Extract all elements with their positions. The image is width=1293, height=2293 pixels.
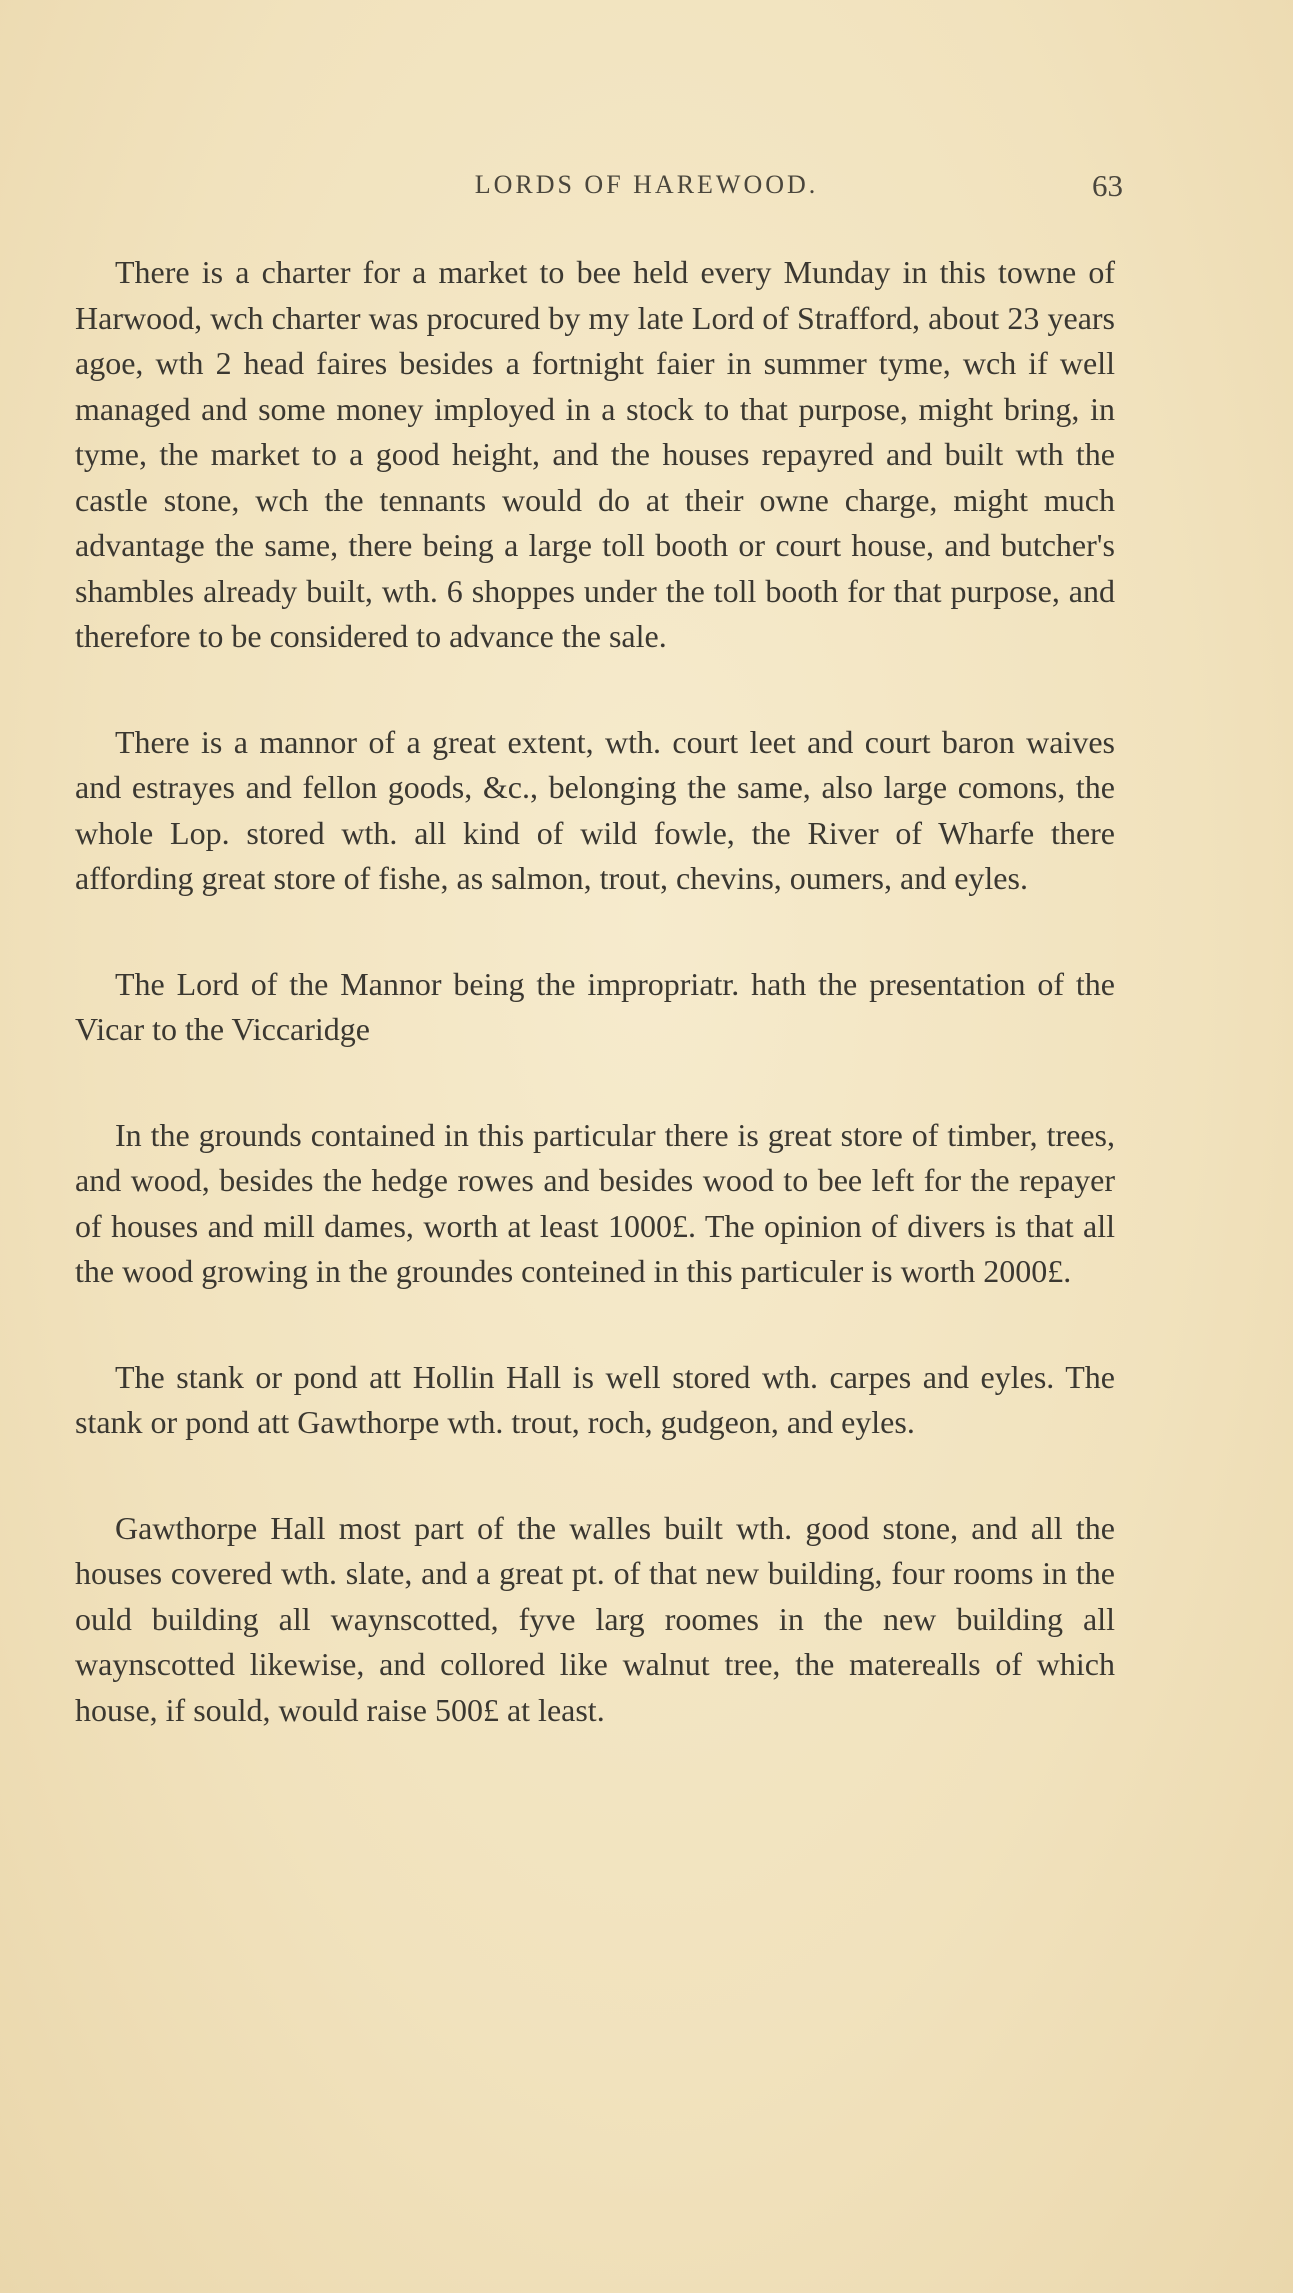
paragraph-market-charter: There is a charter for a market to bee held every Munday in this towne of Harwood, wch charter was procured by my late Lord of Strafford, about 23 years agoe, wth 2 head faires besides a fortnight faier in summer tyme, wch if well managed and some money imployed in a stock to that purpose, might bring, in tyme, the market to a good height, and the houses repayred and built wth the castle stone, wch the tennants would do at their owne charge, might much advantage the same, there being a large toll booth or court house, and butcher's shambles already built, wth. 6 shoppes under the toll booth for that purpose, and therefore to be considered to advance the sale. [75, 254, 1115, 654]
paragraph-stank: The stank or pond att Hollin Hall is well stored wth. carpes and eyles. The stank or pond att Gawthorpe wth. trout, roch, gudgeon, and eyles. [75, 1358, 1115, 1440]
page-number: 63 [1092, 168, 1123, 203]
paragraph-gawthorpe-hall: Gawthorpe Hall most part of the walles built wth. good stone, and all the houses covered wth. slate, and a great pt. of that new building, four rooms in the ould building all waynscotted, fyve larg roomes in the new building all waynscotted likewise, and collored like walnut tree, the materealls of which house, if sould, would raise 500£ at least. [75, 1509, 1115, 1728]
body-text [75, 250, 1115, 1733]
running-head [0, 170, 1293, 210]
paragraph-mannor: There is a mannor of a great extent, wth. court leet and court baron waives and estrayes and fellon goods, &c., belonging the same, also large comons, the whole Lop. stored wth. all kind of wild fowle, the River of Wharfe there affording great store of fishe, as salmon, trout, chevins, oumers, and eyles. [75, 723, 1115, 896]
paragraph-timber: In the grounds contained in this particular there is great store of timber, trees, and wood, besides the hedge rowes and besides wood to bee left for the repayer of houses and mill dames, worth at least 1000£. The opinion of divers is that all the wood growing in the groundes conteined in this particuler is worth 2000£. [75, 1116, 1115, 1289]
running-title: LORDS OF HAREWOOD. [474, 170, 819, 199]
paragraph-vicar: The Lord of the Mannor being the impropriatr. hath the presentation of the Vicar to the Viccaridge [75, 965, 1115, 1047]
